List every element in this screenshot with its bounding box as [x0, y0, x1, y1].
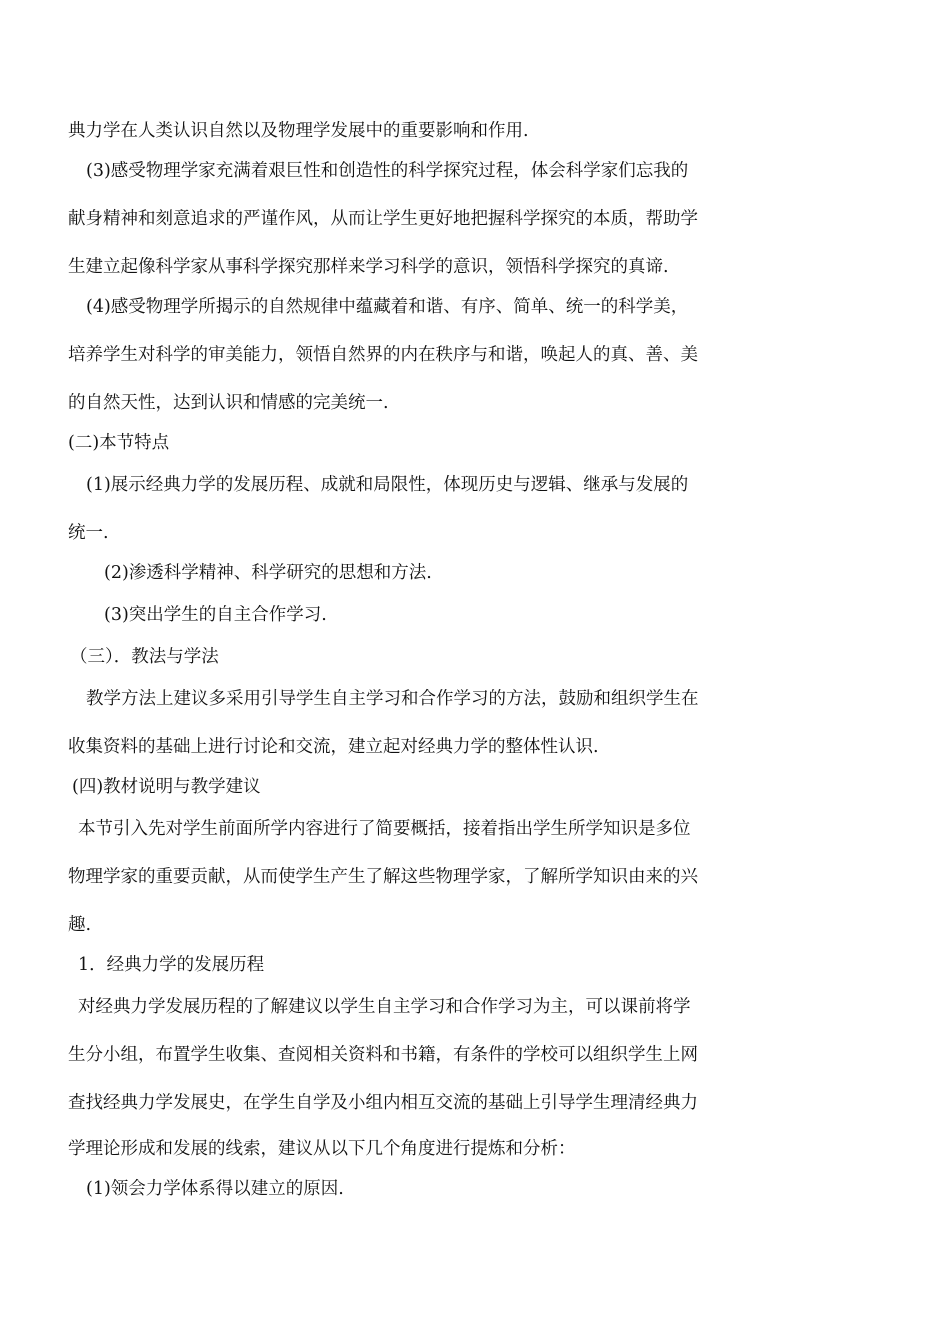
text-line: 献身精神和刻意追求的严谨作风，从而让学生更好地把握科学探究的本质，帮助学: [68, 209, 698, 229]
section-heading: 1．经典力学的发展历程: [78, 955, 265, 975]
section-heading: （三）．教法与学法: [70, 647, 219, 667]
section-heading: (四)教材说明与教学建议: [72, 777, 261, 797]
text-line: 趣.: [68, 915, 92, 935]
text-line: (3)突出学生的自主合作学习.: [104, 605, 327, 625]
text-line: 物理学家的重要贡献，从而使学生产生了解这些物理学家，了解所学知识由来的兴: [68, 867, 698, 887]
section-heading: (二)本节特点: [68, 433, 170, 453]
text-line: 收集资料的基础上进行讨论和交流，建立起对经典力学的整体性认识.: [68, 737, 599, 757]
text-line: 学理论形成和发展的线索，建议从以下几个角度进行提炼和分析：: [68, 1139, 576, 1159]
text-line: (3)感受物理学家充满着艰巨性和创造性的科学探究过程，体会科学家们忘我的: [86, 161, 689, 181]
text-line: 查找经典力学发展史，在学生自学及小组内相互交流的基础上引导学生理清经典力: [68, 1093, 698, 1113]
text-line: (2)渗透科学精神、科学研究的思想和方法.: [104, 563, 432, 583]
text-line: 的自然天性，达到认识和情感的完美统一.: [68, 393, 389, 413]
text-line: 对经典力学发展历程的了解建议以学生自主学习和合作学习为主，可以课前将学: [78, 997, 691, 1017]
text-line: 生建立起像科学家从事科学探究那样来学习科学的意识，领悟科学探究的真谛.: [68, 257, 669, 277]
text-line: 教学方法上建议多采用引导学生自主学习和合作学习的方法，鼓励和组织学生在: [86, 689, 699, 709]
text-line: 统一.: [68, 523, 109, 543]
text-line: (1)领会力学体系得以建立的原因.: [86, 1179, 344, 1199]
text-line: 本节引入先对学生前面所学内容进行了简要概括，接着指出学生所学知识是多位: [78, 819, 691, 839]
text-line: 培养学生对科学的审美能力，领悟自然界的内在秩序与和谐，唤起人的真、善、美: [68, 345, 698, 365]
text-line: (1)展示经典力学的发展历程、成就和局限性，体现历史与逻辑、继承与发展的: [86, 475, 689, 495]
text-line: 典力学在人类认识自然以及物理学发展中的重要影响和作用.: [68, 121, 529, 141]
text-line: (4)感受物理学所揭示的自然规律中蕴藏着和谐、有序、简单、统一的科学美，: [86, 297, 689, 317]
text-line: 生分小组，布置学生收集、查阅相关资料和书籍，有条件的学校可以组织学生上网: [68, 1045, 698, 1065]
